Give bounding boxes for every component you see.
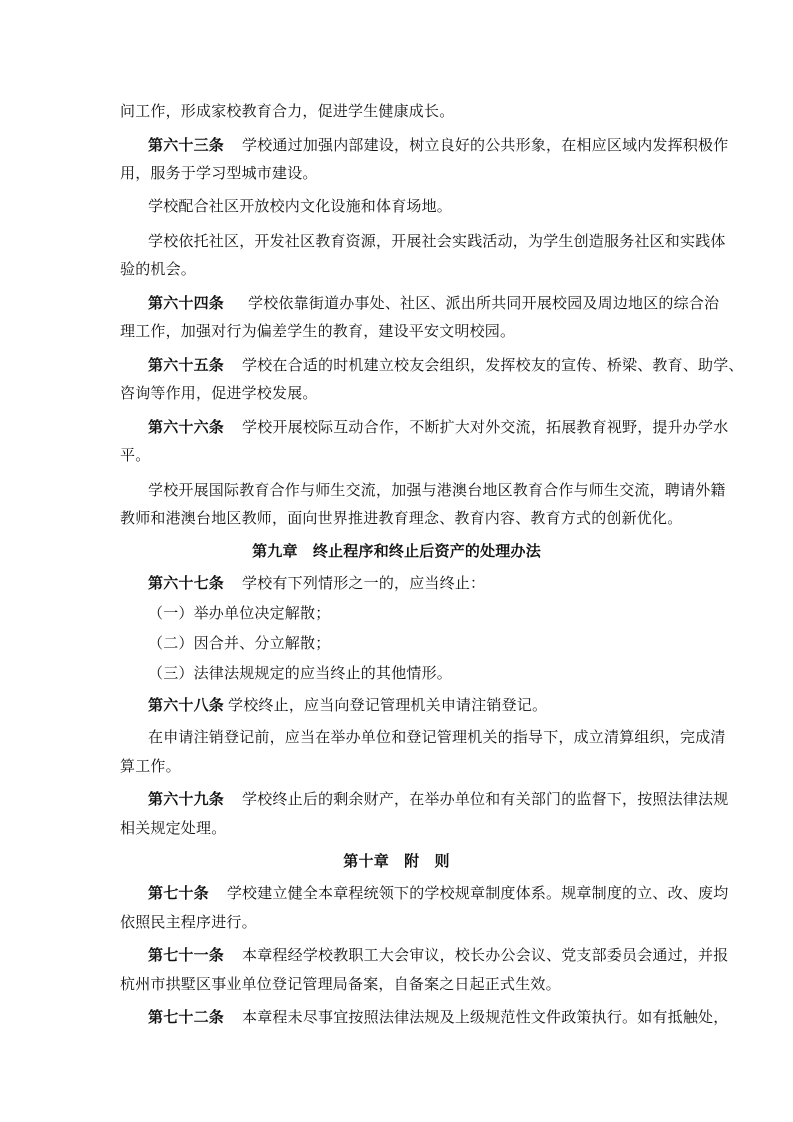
article-70 [148, 883, 728, 903]
article-label: 第七十一条 [148, 946, 225, 964]
paragraph-66b [148, 480, 726, 500]
article-64-line2 [120, 321, 515, 341]
paragraph-continuation [120, 101, 454, 121]
article-label: 第六十三条 [148, 136, 225, 154]
article-text: 平。 [120, 446, 151, 464]
article-69-line2 [120, 818, 226, 838]
article-65-line2 [120, 383, 318, 403]
paragraph-63b [148, 196, 452, 216]
article-text: 学校依靠街道办事处、社区、派出所共同开展校园及周边地区的综合治 [248, 294, 720, 312]
article-text: 本章程未尽事宜按照法律法规及上级规范性文件政策执行。如有抵触处， [242, 1008, 729, 1026]
article-71 [148, 945, 728, 965]
article-67 [148, 573, 485, 593]
article-text: 学校通过加强内部建设，树立良好的公共形象，在相应区域内发挥积极作 [242, 136, 729, 154]
article-text: 学校终止，应当向登记管理机关申请注销登记。 [228, 696, 548, 714]
paragraph-text: 在申请注销登记前，应当在举办单位和登记管理机关的指导下，成立清算组织，完成清 [148, 728, 726, 746]
article-label: 第六十六条 [148, 418, 225, 436]
article-label: 第七十条 [148, 884, 209, 902]
article-68 [148, 695, 547, 715]
article-65 [148, 355, 744, 375]
article-label: 第六十七条 [148, 574, 225, 592]
article-text: 杭州市拱墅区事业单位登记管理局备案，自备案之日起正式生效。 [120, 975, 561, 993]
chapter-title: 第九章 终止程序和终止后资产的处理办法 [252, 542, 541, 560]
chapter-heading [0, 851, 793, 871]
article-label: 第六十九条 [148, 790, 225, 808]
paragraph-68b [148, 727, 726, 747]
list-item [148, 663, 452, 683]
article-text: 相关规定处理。 [120, 819, 227, 837]
article-71-line2 [120, 974, 561, 994]
article-66 [148, 417, 728, 437]
article-text: 学校开展校际互动合作，不断扩大对外交流，拓展教育视野，提升办学水 [242, 418, 729, 436]
article-text: 咨询等作用，促进学校发展。 [120, 384, 318, 402]
article-text: 学校有下列情形之一的，应当终止： [242, 574, 486, 592]
paragraph-66b-line2 [120, 508, 682, 528]
paragraph-text: 验的机会。 [120, 260, 197, 278]
article-label: 第七十二条 [148, 1008, 225, 1026]
chapter-heading [0, 541, 793, 561]
paragraph-text: 学校开展国际教育合作与师生交流，加强与港澳台地区教育合作与师生交流，聘请外籍 [148, 481, 726, 499]
article-66-line2 [120, 445, 150, 465]
article-63 [148, 135, 728, 155]
paragraph-text: 学校依托社区，开发社区教育资源，开展社会实践活动，为学生创造服务社区和实践体 [148, 232, 726, 250]
paragraph-63c [148, 231, 726, 251]
list-item [148, 603, 330, 623]
article-text: 学校终止后的剩余财产，在举办单位和有关部门的监督下，按照法律法规 [242, 790, 729, 808]
article-text: 学校建立健全本章程统领下的学校规章制度体系。规章制度的立、改、废均 [226, 884, 729, 902]
paragraph-68b-line2 [120, 756, 181, 776]
list-item [148, 633, 330, 653]
article-72 [148, 1007, 728, 1027]
article-text: 本章程经学校教职工大会审议，校长办公会议、党支部委员会通过，并报 [242, 946, 729, 964]
article-text: 用，服务于学习型城市建设。 [120, 164, 318, 182]
article-63-line2 [120, 163, 318, 183]
list-item-text: （二）因合并、分立解散； [148, 634, 331, 652]
article-text: 理工作，加强对行为偏差学生的教育，建设平安文明校园。 [120, 322, 516, 340]
paragraph-text: 学校配合社区开放校内文化设施和体育场地。 [148, 197, 453, 215]
list-item-text: （一）举办单位决定解散； [148, 604, 331, 622]
article-70-line2 [120, 912, 257, 932]
article-text: 依照民主程序进行。 [120, 913, 257, 931]
article-text: 学校在合适的时机建立校友会组织，发挥校友的宣传、桥梁、教育、助学、 [242, 356, 744, 374]
article-label: 第六十五条 [148, 356, 225, 374]
article-label: 第六十八条 [148, 696, 225, 714]
article-label: 第六十四条 [148, 294, 225, 312]
paragraph-63c-line2 [120, 259, 196, 279]
paragraph-text: 问工作，形成家校教育合力，促进学生健康成长。 [120, 102, 455, 120]
article-69 [148, 789, 728, 809]
chapter-title: 第十章 附 则 [343, 852, 450, 870]
list-item-text: （三）法律法规规定的应当终止的其他情形。 [148, 664, 453, 682]
paragraph-text: 算工作。 [120, 757, 181, 775]
article-64 [148, 293, 719, 313]
paragraph-text: 教师和港澳台地区教师，面向世界推进教育理念、教育内容、教育方式的创新优化。 [120, 509, 683, 527]
